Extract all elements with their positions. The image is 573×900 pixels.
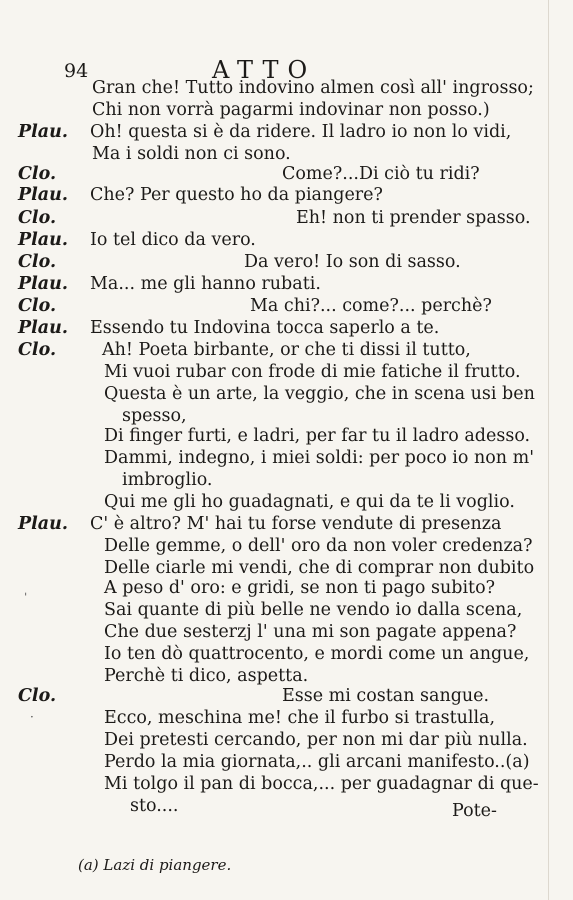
text-line: Perchè ti dico, aspetta.: [104, 666, 309, 686]
catchword: Pote-: [452, 801, 497, 821]
speaker-label: Plau.: [18, 274, 68, 294]
text-line: Che? Per questo ho da piangere?: [90, 185, 383, 205]
text-line: Ma chi?... come?... perchè?: [250, 296, 492, 316]
margin-mark: ·: [30, 710, 34, 724]
text-line: Sai quante di più belle ne vendo io dalla scena,: [104, 600, 523, 620]
text-line: Chi non vorrà pagarmi indovinar non posso.): [92, 100, 490, 120]
text-line: Delle ciarle mi vendi, che di comprar non dubito: [104, 558, 535, 578]
speaker-label: Plau.: [18, 318, 68, 338]
text-line: Da vero! Io son di sasso.: [244, 252, 461, 272]
speaker-label: Plau.: [18, 514, 68, 534]
page-number: 94: [64, 60, 89, 82]
text-line: Gran che! Tutto indovino almen così all' ingrosso;: [92, 78, 534, 98]
text-line: C' è altro? M' hai tu forse vendute di presenza: [90, 514, 502, 534]
text-line: Io tel dico da vero.: [90, 230, 256, 250]
text-line: Io ten dò quattrocento, e mordi come un angue,: [104, 644, 530, 664]
margin-mark: ˌ: [24, 583, 28, 597]
text-line: Ma... me gli hanno rubati.: [90, 274, 321, 294]
text-line: Qui me gli ho guadagnati, e qui da te li voglio.: [104, 492, 515, 512]
text-line: Dammi, indegno, i miei soldi: per poco io non m': [104, 448, 535, 468]
text-line: Che due sesterzj l' una mi son pagate appena?: [104, 622, 517, 642]
speaker-label: Clo.: [18, 252, 57, 272]
running-head: ATTO: [212, 56, 317, 84]
text-line: imbroglio.: [122, 470, 213, 490]
speaker-label: Plau.: [18, 122, 68, 142]
text-line: Perdo la mia giornata,.. gli arcani manifesto..(a): [104, 752, 530, 772]
speaker-label: Plau.: [18, 230, 68, 250]
page-edge: [548, 0, 549, 900]
text-line: Mi vuoi rubar con frode di mie fatiche il frutto.: [104, 362, 521, 382]
text-line: Oh! questa si è da ridere. Il ladro io non lo vidi,: [90, 122, 512, 142]
text-line: Essendo tu Indovina tocca saperlo a te.: [90, 318, 440, 338]
speaker-label: Plau.: [18, 185, 68, 205]
text-line: Mi tolgo il pan di bocca,... per guadagnar di que-: [104, 774, 539, 794]
speaker-label: Clo.: [18, 208, 57, 228]
speaker-label: Clo.: [18, 686, 57, 706]
speaker-label: Clo.: [18, 164, 57, 184]
footnote: (a) Lazi di piangere.: [78, 856, 232, 874]
text-line: sto....: [130, 796, 179, 816]
text-line: A peso d' oro: e gridi, se non ti pago subito?: [104, 578, 495, 598]
text-line: Questa è un arte, la veggio, che in scena usi ben: [104, 384, 535, 404]
text-line: Delle gemme, o dell' oro da non voler credenza?: [104, 536, 533, 556]
text-line: Di finger furti, e ladri, per far tu il ladro adesso.: [104, 426, 531, 446]
text-line: Ah! Poeta birbante, or che ti dissi il tutto,: [102, 340, 471, 360]
text-line: Esse mi costan sangue.: [282, 686, 490, 706]
text-line: Eh! non ti prender spasso.: [296, 208, 531, 228]
speaker-label: Clo.: [18, 340, 57, 360]
text-line: Come?...Di ciò tu ridi?: [282, 164, 480, 184]
text-line: Ecco, meschina me! che il furbo si trastulla,: [104, 708, 496, 728]
text-line: Dei pretesti cercando, per non mi dar più nulla.: [104, 730, 528, 750]
text-line: spesso,: [122, 406, 187, 426]
speaker-label: Clo.: [18, 296, 57, 316]
text-line: Ma i soldi non ci sono.: [92, 144, 291, 164]
